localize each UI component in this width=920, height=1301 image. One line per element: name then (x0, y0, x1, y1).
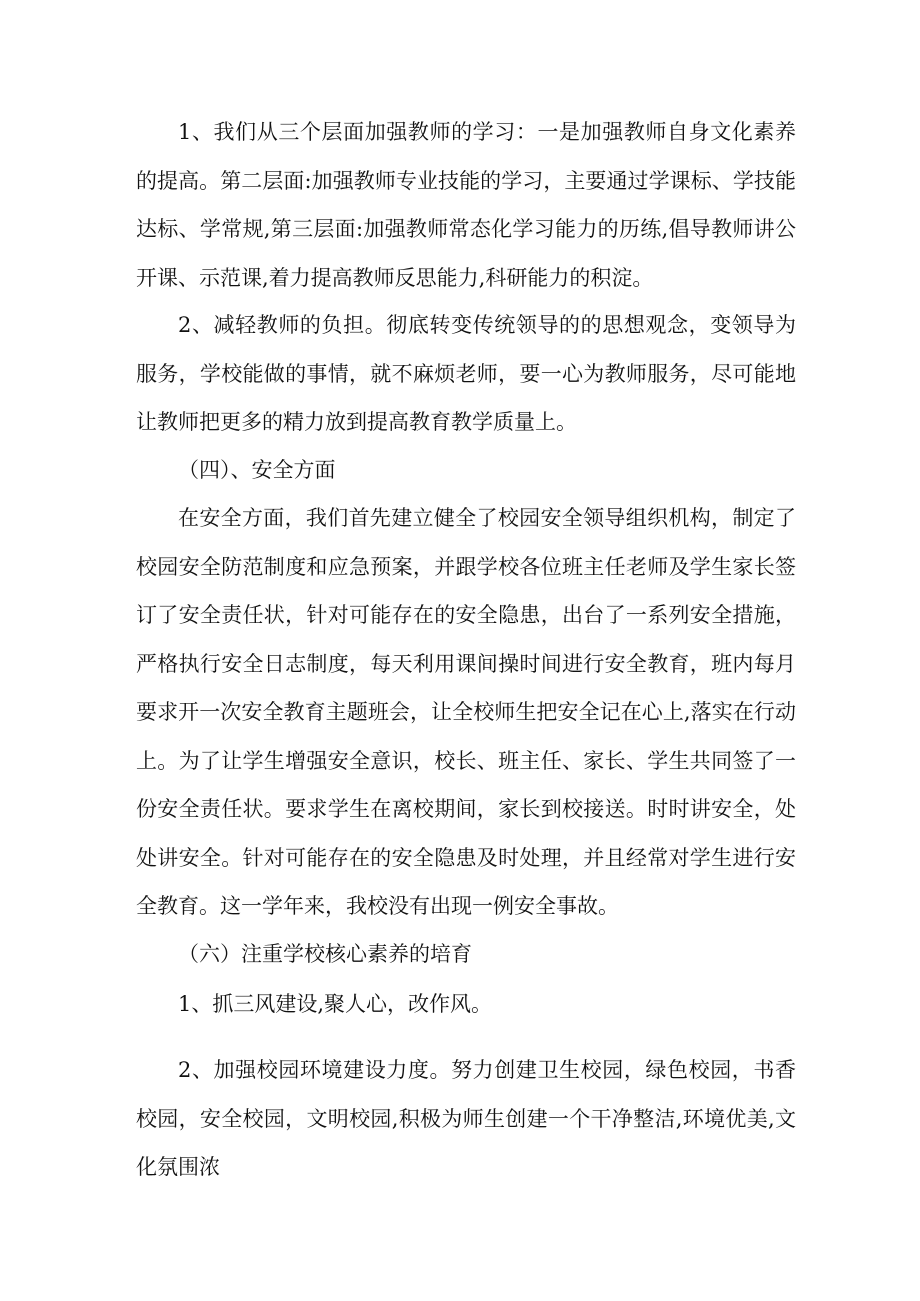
paragraph-three-styles: 1、抓三风建设,聚人心，改作风。 (178, 992, 493, 1016)
paragraph-teacher-learning: 1、我们从三个层面加强教师的学习：一是加强教师自身文化素养的提高。第二层面:加强教师专业技能的学习，主要通过学课标、学技能达标、学常规,第三层面:加强教师常态化学习能力的历练,倡导教师讲公开课、示范课,着力提高教师反思能力,科研能力的积淀。 (136, 120, 796, 290)
paragraph-safety: 在安全方面，我们首先建立健全了校园安全领导组织机构，制定了校园安全防范制度和应急预案，并跟学校各位班主任老师及学生家长签订了安全责任状，针对可能存在的安全隐患，出台了一系列安全措施，严格执行安全日志制度，每天利用课间操时间进行安全教育，班内每月要求开一次安全教育主题班会，让全校师生把安全记在心上,落实在行动上。为了让学生增强安全意识，校长、班主任、家长、学生共同签了一份安全责任状。要求学生在离校期间，家长到校接送。时时讲安全，处处讲安全。针对可能存在的安全隐患及时处理，并且经常对学生进行安全教育。这一学年来，我校没有出现一例安全事故。 (136, 506, 796, 918)
paragraph-campus-environment: 2、加强校园环境建设力度。努力创建卫生校园，绿色校园，书香校园，安全校园，文明校园,积极为师生创建一个干净整洁,环境优美,文化氛围浓 (136, 1058, 796, 1179)
paragraph-reduce-burden: 2、减轻教师的负担。彻底转变传统领导的的思想观念，变领导为服务，学校能做的事情，就不麻烦老师，要一心为教师服务，尽可能地让教师把更多的精力放到提高教育教学质量上。 (136, 313, 796, 434)
section-heading-core-literacy: （六）注重学校核心素养的培育 (178, 942, 472, 966)
section-heading-safety: （四）、安全方面 (178, 458, 336, 482)
